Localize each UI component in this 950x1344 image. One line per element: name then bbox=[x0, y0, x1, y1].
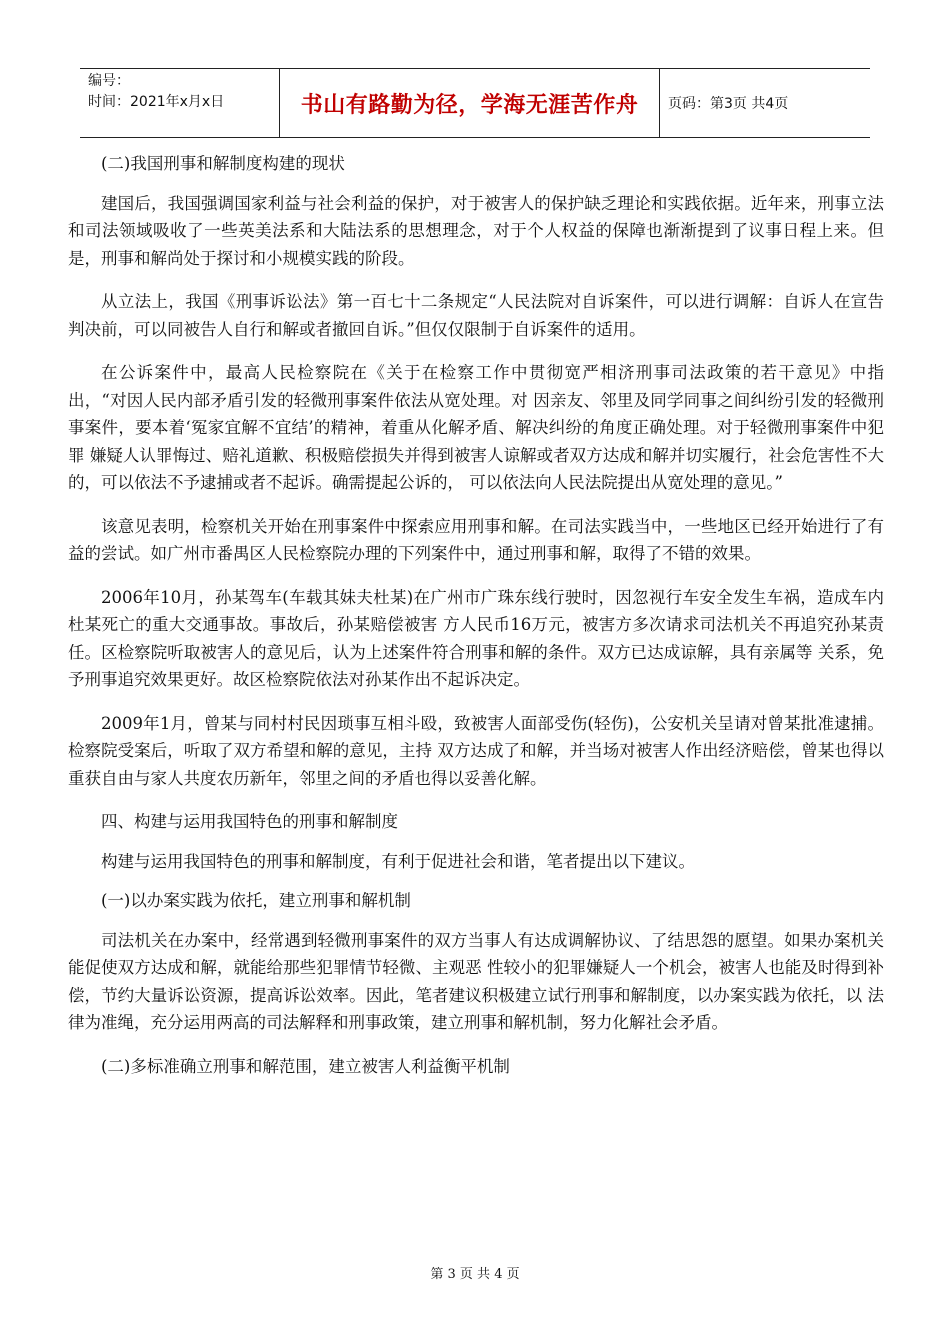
body-paragraph: 从立法上，我国《刑事诉讼法》第一百七十二条规定“人民法院对自诉案件，可以进行调解：自诉人在宣告判决前，可以同被告人自行和解或者撤回自诉。”但仅仅限制于自诉案件的适用。 bbox=[68, 292, 884, 339]
document-number-label: 编号： bbox=[88, 73, 130, 89]
body-paragraph: 构建与运用我国特色的刑事和解制度，有利于促进社会和谐，笔者提出以下建议。 bbox=[101, 851, 695, 871]
body-paragraph: 2009年1月，曾某与同村村民因琐事互相斗殴，致被害人面部受伤(轻伤)，公安机关呈请对曾某批准逮捕。检察院受案后，听取了双方希望和解的意见，主持 双方达成了和解，并当场对被害人作出经济赔偿，曾某也得以重获自由与家人共度农历新年，邻里之间的矛盾也得以妥善化解。 bbox=[68, 713, 884, 788]
document-time-label: 时间：2021年x月x日 bbox=[88, 94, 225, 110]
section-heading: 四、构建与运用我国特色的刑事和解制度 bbox=[101, 812, 398, 831]
header-motto: 书山有路勤为径，学海无涯苦作舟 bbox=[280, 69, 660, 137]
header-meta bbox=[80, 69, 280, 137]
body-paragraph: 建国后，我国强调国家利益与社会利益的保护，对于被害人的保护缺乏理论和实践依据。近年来，刑事立法和司法领域吸收了一些英美法系和大陆法系的思想理念，对于个人权益的保障也渐渐提到了议事日程上来。但是，刑事和解尚处于探讨和小规模实践的阶段。 bbox=[68, 193, 884, 268]
header-page-info: 页码：第3页 共4页 bbox=[668, 96, 789, 112]
body-paragraph: 在公诉案件中，最高人民检察院在《关于在检察工作中贯彻宽严相济刑事司法政策的若干意见》中指出，“对因人民内部矛盾引发的轻微刑事案件依法从宽处理。对 因亲友、邻里及同学同事之间纠纷引发的轻微刑事案件，要本着‘冤家宜解不宜结’的精神，着重从化解矛盾、解决纠纷的角度正确处理。对于轻微刑事案件中犯罪 嫌疑人认罪悔过、赔礼道歉、积极赔偿损失并得到被害人谅解或者双方达成和解并切实履行，社会危害性不大的，可以依法不予逮捕或者不起诉。确需提起公诉的， 可以依法向人民法院提出从宽处理的意见。” bbox=[68, 363, 884, 492]
page-header bbox=[80, 68, 870, 138]
body-paragraph: 司法机关在办案中，经常遇到轻微刑事案件的双方当事人有达成调解协议、了结思怨的愿望。如果办案机关能促使双方达成和解，就能给那些犯罪情节轻微、主观恶 性较小的犯罪嫌疑人一个机会，被害人也能及时得到补偿，节约大量诉讼资源，提高诉讼效率。因此，笔者建议积极建立试行刑事和解制度，以办案实践为依托，以 法律为准绳，充分运用两高的司法解释和刑事政策，建立刑事和解机制，努力化解社会矛盾。 bbox=[68, 930, 884, 1032]
page-footer: 第 3 页 共 4 页 bbox=[430, 1267, 520, 1282]
body-paragraph: 2006年10月，孙某驾车(车载其妹夫杜某)在广州市广珠东线行驶时，因忽视行车安全发生车祸，造成车内杜某死亡的重大交通事故。事故后，孙某赔偿被害 方人民币16万元，被害方多次请求司法机关不再追究孙某责任。区检察院听取被害人的意见后，认为上述案件符合刑事和解的条件。双方已达成谅解，具有亲属等 关系，免予刑事追究效果更好。故区检察院依法对孙某作出不起诉决定。 bbox=[68, 587, 884, 689]
section-heading: (二)我国刑事和解制度构建的现状 bbox=[101, 154, 345, 173]
body-paragraph: 该意见表明，检察机关开始在刑事案件中探索应用刑事和解。在司法实践当中，一些地区已经开始进行了有益的尝试。如广州市番禺区人民检察院办理的下列案件中，通过刑事和解，取得了不错的效果。 bbox=[68, 516, 884, 563]
section-heading: (二)多标准确立刑事和解范围，建立被害人利益衡平机制 bbox=[101, 1056, 510, 1076]
document-body bbox=[68, 150, 884, 1096]
section-heading: (一)以办案实践为依托，建立刑事和解机制 bbox=[101, 891, 411, 910]
